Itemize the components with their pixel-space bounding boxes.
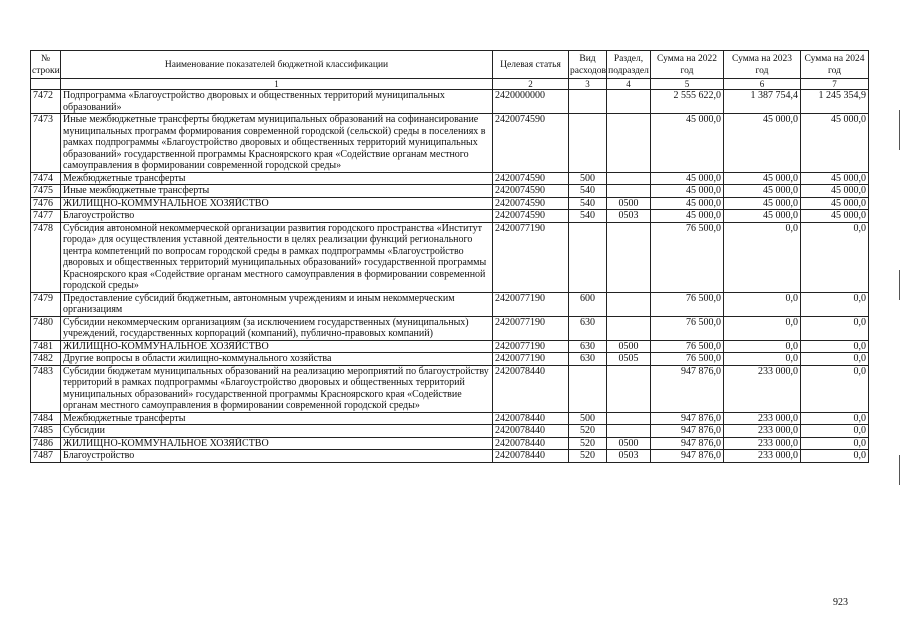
target-article-cell: 2420074590	[493, 172, 569, 185]
target-article-cell: 2420074590	[493, 210, 569, 223]
expense-kind-cell: 600	[569, 292, 607, 316]
expense-kind-cell: 520	[569, 437, 607, 450]
section-code-cell	[607, 365, 651, 412]
header-indicator-name: Наименование показателей бюджетной классификации	[61, 51, 493, 79]
indicator-name-cell: Благоустройство	[61, 450, 493, 463]
sum-2023-cell: 0,0	[724, 340, 801, 353]
sum-2024-cell: 0,0	[801, 365, 869, 412]
sum-2024-cell: 0,0	[801, 425, 869, 438]
table-row	[31, 197, 869, 210]
target-article-cell: 2420077190	[493, 222, 569, 292]
table-row	[31, 412, 869, 425]
table-row	[31, 365, 869, 412]
sum-2024-cell: 0,0	[801, 222, 869, 292]
expense-kind-cell: 520	[569, 425, 607, 438]
sum-2023-cell: 45 000,0	[724, 172, 801, 185]
indicator-name-cell: Подпрограмма «Благоустройство дворовых и общественных территорий муниципальных образований»	[61, 90, 493, 114]
expense-kind-cell	[569, 222, 607, 292]
sum-2024-cell: 0,0	[801, 292, 869, 316]
row-number-cell: 7483	[31, 365, 61, 412]
target-article-cell: 2420078440	[493, 425, 569, 438]
sum-2023-cell: 233 000,0	[724, 365, 801, 412]
expense-kind-cell: 500	[569, 172, 607, 185]
page-number: 923	[833, 597, 848, 608]
row-number-cell: 7475	[31, 185, 61, 198]
section-code-cell: 0503	[607, 450, 651, 463]
section-code-cell	[607, 90, 651, 114]
section-code-cell	[607, 425, 651, 438]
budget-table	[30, 50, 869, 463]
sum-2022-cell: 2 555 622,0	[651, 90, 724, 114]
target-article-cell: 2420077190	[493, 292, 569, 316]
column-index-row	[31, 79, 869, 90]
sum-2022-cell: 76 500,0	[651, 292, 724, 316]
expense-kind-cell: 540	[569, 197, 607, 210]
section-code-cell	[607, 412, 651, 425]
sum-2024-cell: 0,0	[801, 412, 869, 425]
sum-2023-cell: 45 000,0	[724, 197, 801, 210]
table-row	[31, 450, 869, 463]
row-number-cell: 7473	[31, 114, 61, 173]
row-number-cell: 7479	[31, 292, 61, 316]
table-row	[31, 340, 869, 353]
column-index-cell: 4	[607, 79, 651, 90]
sum-2023-cell: 45 000,0	[724, 210, 801, 223]
table-row	[31, 185, 869, 198]
table-row	[31, 292, 869, 316]
sum-2022-cell: 76 500,0	[651, 340, 724, 353]
scan-edge-mark	[899, 270, 900, 300]
sum-2024-cell: 0,0	[801, 353, 869, 366]
header-sum-2022: Сумма на 2022 год	[651, 51, 724, 79]
indicator-name-cell: Предоставление субсидий бюджетным, автономным учреждениям и иным некоммерческим организациям	[61, 292, 493, 316]
sum-2022-cell: 76 500,0	[651, 316, 724, 340]
sum-2022-cell: 45 000,0	[651, 172, 724, 185]
target-article-cell: 2420074590	[493, 185, 569, 198]
expense-kind-cell: 630	[569, 316, 607, 340]
sum-2024-cell: 45 000,0	[801, 172, 869, 185]
indicator-name-cell: ЖИЛИЩНО-КОММУНАЛЬНОЕ ХОЗЯЙСТВО	[61, 340, 493, 353]
row-number-cell: 7481	[31, 340, 61, 353]
column-index-cell: 5	[651, 79, 724, 90]
expense-kind-cell: 540	[569, 210, 607, 223]
target-article-cell: 2420078440	[493, 412, 569, 425]
target-article-cell: 2420077190	[493, 353, 569, 366]
section-code-cell: 0500	[607, 437, 651, 450]
indicator-name-cell: Благоустройство	[61, 210, 493, 223]
table-row	[31, 353, 869, 366]
section-code-cell	[607, 292, 651, 316]
row-number-cell: 7484	[31, 412, 61, 425]
header-section: Раздел, подраздел	[607, 51, 651, 79]
row-number-cell: 7486	[31, 437, 61, 450]
sum-2023-cell: 45 000,0	[724, 185, 801, 198]
sum-2022-cell: 947 876,0	[651, 365, 724, 412]
indicator-name-cell: ЖИЛИЩНО-КОММУНАЛЬНОЕ ХОЗЯЙСТВО	[61, 437, 493, 450]
sum-2024-cell: 0,0	[801, 316, 869, 340]
column-index-cell: 6	[724, 79, 801, 90]
target-article-cell: 2420078440	[493, 437, 569, 450]
sum-2024-cell: 0,0	[801, 437, 869, 450]
sum-2023-cell: 233 000,0	[724, 412, 801, 425]
indicator-name-cell: Иные межбюджетные трансферты бюджетам муниципальных образований на софинансирование муниципальных программ формирования современной городской (сельской) среды в поселениях в рамках подпрограммы «Благоустройство дворовых и общественных территорий муниципальных образований» государственной программы Красноярского края «Содействие органам местного самоуправления в формировании современной городской среды»	[61, 114, 493, 173]
sum-2022-cell: 45 000,0	[651, 197, 724, 210]
target-article-cell: 2420074590	[493, 114, 569, 173]
column-index-cell: 2	[493, 79, 569, 90]
sum-2024-cell: 45 000,0	[801, 210, 869, 223]
row-number-cell: 7478	[31, 222, 61, 292]
sum-2023-cell: 233 000,0	[724, 437, 801, 450]
sum-2024-cell: 0,0	[801, 450, 869, 463]
indicator-name-cell: Субсидии бюджетам муниципальных образований на реализацию мероприятий по благоустройству территорий в рамках подпрограммы «Благоустройство дворовых и общественных территорий муниципальных образований» государственной программы Красноярского края «Содействие органам местного самоуправления в формировании современной городской среды»	[61, 365, 493, 412]
expense-kind-cell: 540	[569, 185, 607, 198]
sum-2022-cell: 947 876,0	[651, 450, 724, 463]
sum-2023-cell: 1 387 754,4	[724, 90, 801, 114]
sum-2022-cell: 76 500,0	[651, 353, 724, 366]
expense-kind-cell	[569, 114, 607, 173]
column-index-cell: 7	[801, 79, 869, 90]
indicator-name-cell: Межбюджетные трансферты	[61, 172, 493, 185]
expense-kind-cell: 630	[569, 353, 607, 366]
scan-edge-mark	[899, 455, 900, 485]
indicator-name-cell: Субсидия автономной некоммерческой организации развития городского пространства «Институт города» для осуществления уставной деятельности в целях реализации функций регионального центра компетенций по вопросам городской среды в рамках подпрограммы «Благоустройство дворовых и общественных территорий муниципальных образований» государственной программы Красноярского края «Содействие органам местного самоуправления в формировании современной городской среды»	[61, 222, 493, 292]
table-row	[31, 114, 869, 173]
sum-2024-cell: 0,0	[801, 340, 869, 353]
column-index-cell: 1	[61, 79, 493, 90]
section-code-cell: 0500	[607, 340, 651, 353]
indicator-name-cell: Межбюджетные трансферты	[61, 412, 493, 425]
row-number-cell: 7485	[31, 425, 61, 438]
sum-2024-cell: 1 245 354,9	[801, 90, 869, 114]
section-code-cell	[607, 185, 651, 198]
target-article-cell: 2420078440	[493, 450, 569, 463]
sum-2024-cell: 45 000,0	[801, 185, 869, 198]
sum-2023-cell: 233 000,0	[724, 450, 801, 463]
row-number-cell: 7474	[31, 172, 61, 185]
expense-kind-cell	[569, 90, 607, 114]
column-index-cell	[31, 79, 61, 90]
sum-2022-cell: 947 876,0	[651, 437, 724, 450]
table-header-row	[31, 51, 869, 79]
sum-2022-cell: 45 000,0	[651, 114, 724, 173]
section-code-cell	[607, 222, 651, 292]
sum-2022-cell: 45 000,0	[651, 185, 724, 198]
sum-2022-cell: 947 876,0	[651, 412, 724, 425]
section-code-cell	[607, 316, 651, 340]
expense-kind-cell: 520	[569, 450, 607, 463]
row-number-cell: 7472	[31, 90, 61, 114]
target-article-cell: 2420078440	[493, 365, 569, 412]
row-number-cell: 7477	[31, 210, 61, 223]
expense-kind-cell: 500	[569, 412, 607, 425]
header-target-article: Целевая статья	[493, 51, 569, 79]
header-expense-kind: Вид расходов	[569, 51, 607, 79]
row-number-cell: 7487	[31, 450, 61, 463]
table-body	[31, 90, 869, 463]
header-sum-2023: Сумма на 2023 год	[724, 51, 801, 79]
section-code-cell: 0503	[607, 210, 651, 223]
indicator-name-cell: Другие вопросы в области жилищно-коммунального хозяйства	[61, 353, 493, 366]
sum-2022-cell: 947 876,0	[651, 425, 724, 438]
sum-2024-cell: 45 000,0	[801, 197, 869, 210]
table-row	[31, 210, 869, 223]
section-code-cell	[607, 114, 651, 173]
target-article-cell: 2420000000	[493, 90, 569, 114]
header-row-number: № строки	[31, 51, 61, 79]
scan-edge-mark	[899, 110, 900, 150]
row-number-cell: 7480	[31, 316, 61, 340]
table-row	[31, 222, 869, 292]
section-code-cell: 0500	[607, 197, 651, 210]
indicator-name-cell: Иные межбюджетные трансферты	[61, 185, 493, 198]
section-code-cell: 0505	[607, 353, 651, 366]
target-article-cell: 2420077190	[493, 340, 569, 353]
table-row	[31, 172, 869, 185]
expense-kind-cell: 630	[569, 340, 607, 353]
table-row	[31, 90, 869, 114]
sum-2023-cell: 0,0	[724, 353, 801, 366]
sum-2023-cell: 0,0	[724, 292, 801, 316]
sum-2023-cell: 233 000,0	[724, 425, 801, 438]
row-number-cell: 7476	[31, 197, 61, 210]
column-index-cell: 3	[569, 79, 607, 90]
indicator-name-cell: ЖИЛИЩНО-КОММУНАЛЬНОЕ ХОЗЯЙСТВО	[61, 197, 493, 210]
indicator-name-cell: Субсидии некоммерческим организациям (за исключением государственных (муниципальных) учреждений, государственных корпораций (компаний), публично-правовых компаний)	[61, 316, 493, 340]
indicator-name-cell: Субсидии	[61, 425, 493, 438]
table-row	[31, 425, 869, 438]
sum-2023-cell: 45 000,0	[724, 114, 801, 173]
table-row	[31, 316, 869, 340]
sum-2023-cell: 0,0	[724, 222, 801, 292]
expense-kind-cell	[569, 365, 607, 412]
header-sum-2024: Сумма на 2024 год	[801, 51, 869, 79]
target-article-cell: 2420077190	[493, 316, 569, 340]
row-number-cell: 7482	[31, 353, 61, 366]
target-article-cell: 2420074590	[493, 197, 569, 210]
table-row	[31, 437, 869, 450]
sum-2022-cell: 45 000,0	[651, 210, 724, 223]
section-code-cell	[607, 172, 651, 185]
sum-2022-cell: 76 500,0	[651, 222, 724, 292]
sum-2023-cell: 0,0	[724, 316, 801, 340]
sum-2024-cell: 45 000,0	[801, 114, 869, 173]
